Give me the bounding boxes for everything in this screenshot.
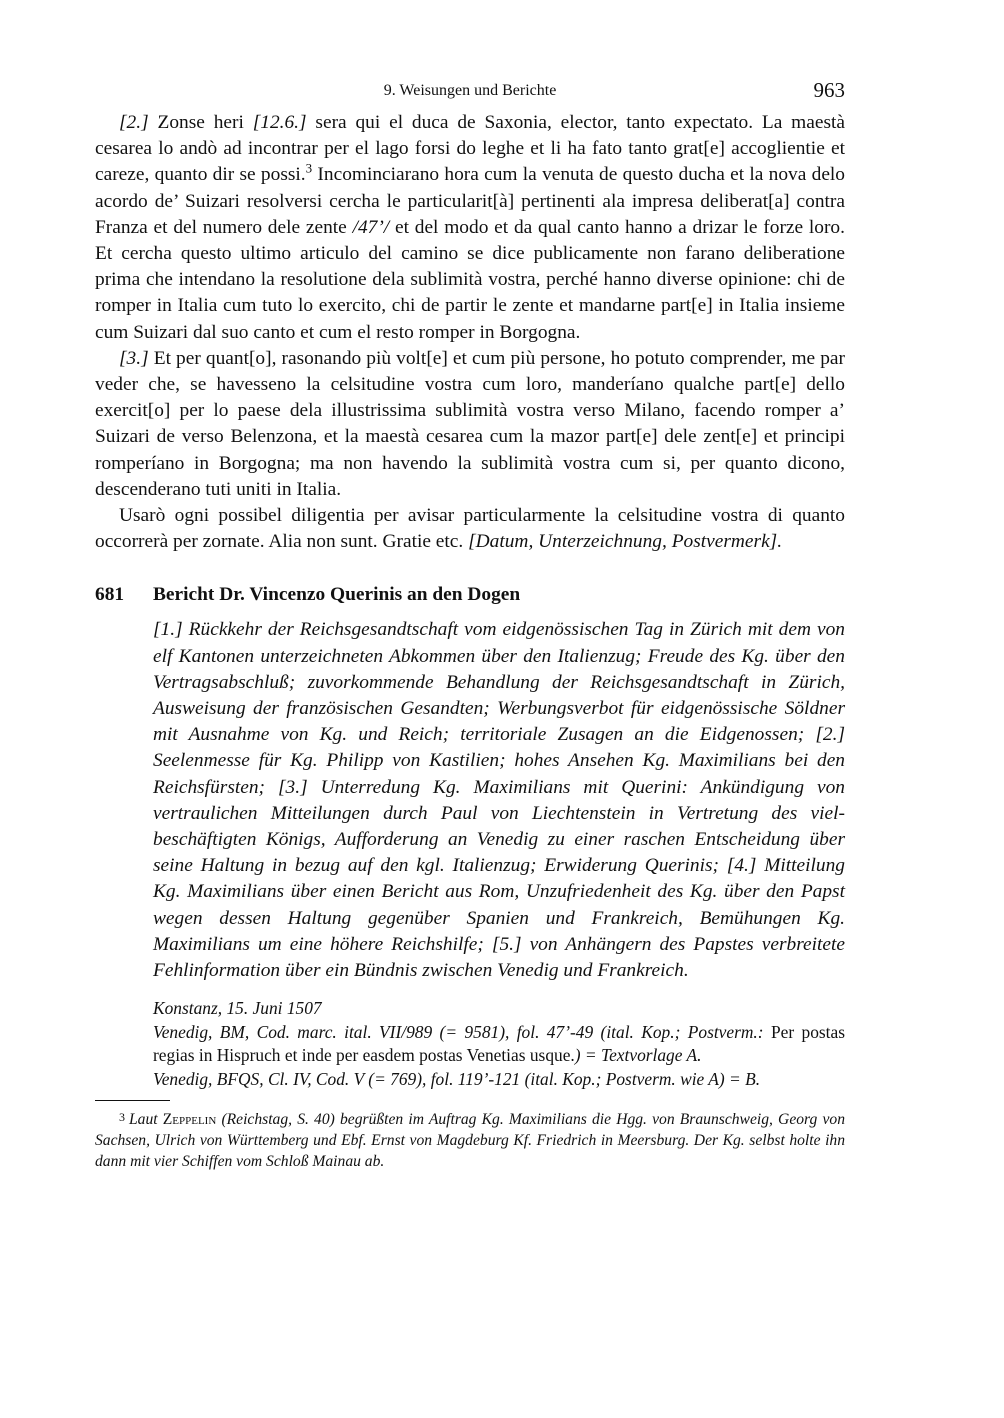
text-run: Usarò ogni possibel diligentia per avisar particularmente la celsitudine vostra di quanto occorrerà per zornate. Alia non sunt. Gratie etc.	[95, 505, 845, 553]
footnote	[95, 1107, 845, 1172]
document-title: Bericht Dr. Vincenzo Querinis an den Dogen	[153, 584, 521, 606]
editorial-note: [Datum, Unterzeichnung, Postvermerk].	[468, 531, 783, 553]
source-a-text: Venedig, BM, Cod. marc. ital. VII/989 (= 9581), fol. 47’-49 (ital. Kop.; Postverm.:	[153, 1021, 771, 1042]
text-run: et del modo et da qual canto hanno a drizar le forze loro. Et cercha questo ultimo articulo del camino se dice publicamente non farano deliberatione prima che intendano la resolutione dela sublimità vostra, perché hanno diverse opinione: chi de romper in Italia cum tuto lo exercito, chi de partir le zente et mandarne part[e] in Italia insieme cum Suizari dal suo canto et cum el resto romper in Borgogna.	[95, 216, 845, 343]
text-run: sera qui el duca de Saxonia, elector, tanto expectato. La maestà cesarea lo andò ad incontrar per el lago forsi do leghe et li ha fato tanto grat[e] accoglientie et careze, quanto dir se possi.	[95, 112, 846, 186]
regest: [1.] Rückkehr der Reichsgesandtschaft vom eidgenössischen Tag in Zürich mit dem von elf Kantonen unterzeichneten Abkommen über den Italienzug; Freude des Kg. über den Vertragsabschluß; zuvorkommende Behandlung der Reichsgesandtschaft in Zürich, Ausweisung der französischen Gesandten; Werbungsverbot für eidgenössische Söldner mit Ausnahme von Kg. und Reich; territoriale Zusagen an die Eidgenossen; [2.] Seelenmesse für Kg. Philipp von Kastilien; hohes Ansehen Kg. Maximilians bei den Reichsfürsten; [3.] Unterredung Kg. Maximilians mit Querini: Ankündigung von vertraulichen Mitteilungen durch Paul von Liechtenstein in Vertretung des vielbeschäftigten Königs, Aufforderung an Venedig zu einer raschen Entscheidung über seine Haltung in bezug auf den kgl. Italienzug; Erwiderung Querinis; [4.] Mitteilung Kg. Maximilians über einen Bericht aus Rom, Unzufriedenheit des Kg. über den Papst wegen dessen Haltung gegenüber Spanien und Frankreich, Bemühungen Kg. Maximilians um eine höhere Reichshilfe; [5.] von Anhängern des Papstes verbreitete Fehlinformation über ein Bündnis zwischen Venedig und Frankreich.	[153, 619, 845, 982]
editorial-date: [12.6.]	[252, 112, 307, 133]
paragraph-3	[95, 346, 845, 503]
author-name: Zeppelin	[162, 1110, 217, 1128]
section-marker: [2.]	[119, 112, 149, 133]
page-number: 963	[813, 78, 845, 102]
document-heading	[95, 582, 845, 608]
source-block	[153, 997, 845, 1091]
place-date: Konstanz, 15. Juni 1507	[153, 998, 322, 1019]
source-b: Venedig, BFQS, Cl. IV, Cod. V (= 769), fol. 119’-121 (ital. Kop.; Postverm. wie A) = B.	[153, 1069, 761, 1090]
running-head: 9. Weisungen und Berichte	[383, 82, 557, 99]
text-run: Laut	[129, 1110, 163, 1128]
paragraph-2	[95, 110, 845, 346]
page	[95, 76, 845, 1172]
document-number: 681	[95, 584, 125, 606]
source-a	[153, 1021, 845, 1068]
text-run: Incominciarano hora cum la venuta de questo ducha et la nova delo acordo de’ Suizari resolversi cercha le particularit[à] pertinenti ala impresa deliberat[a] contra Franza et del numero dele zente	[95, 164, 846, 238]
footnote-mark: 3	[119, 1109, 125, 1124]
text-run: (Reichstag, S. 40) begrüßten im Auftrag Kg. Maximilians die Hgg. von Braunschweig, Georg von Sachsen, Ulrich von Württemberg und Ebf. Ernst von Magdeburg Kf. Friedrich in Meersburg. Der Kg. selbst holte ihn dann mit vier Schiffen vom Schloß Mainau ab.	[95, 1110, 845, 1170]
footnote-divider	[95, 1100, 170, 1101]
postvermerk: Per postas regias in Hispruch et inde per easdem postas Venetias usque.	[153, 1021, 845, 1066]
text-run: Et per quant[o], rasonando più volt[e] et cum più persone, ho potuto comprender, me par veder che, se havesseno la celsitudine vostra cum loro, manderíano qualche part[e] dello exercit[o] per lo paese dela illustrissima sublimità vostra verso Milano, facendo romper a’ Suizari de verso Belenzona, et la maestà cesarea cum la mazor part[e] dele zent[e] et principi romperíano in Borgogna; ma non havendo la sublimità vostra cum si, per quanto dicono, descenderano tuti uniti in Italia.	[95, 347, 845, 500]
folio-marker: /47’/	[352, 216, 390, 238]
source-a-text: ) = Textvorlage A.	[574, 1045, 702, 1066]
paragraph-4	[95, 503, 845, 555]
footnote-reference: 3	[305, 160, 313, 176]
section-marker: [3.]	[119, 347, 149, 369]
page-header	[95, 76, 845, 110]
text-run: Zonse heri	[148, 112, 253, 133]
